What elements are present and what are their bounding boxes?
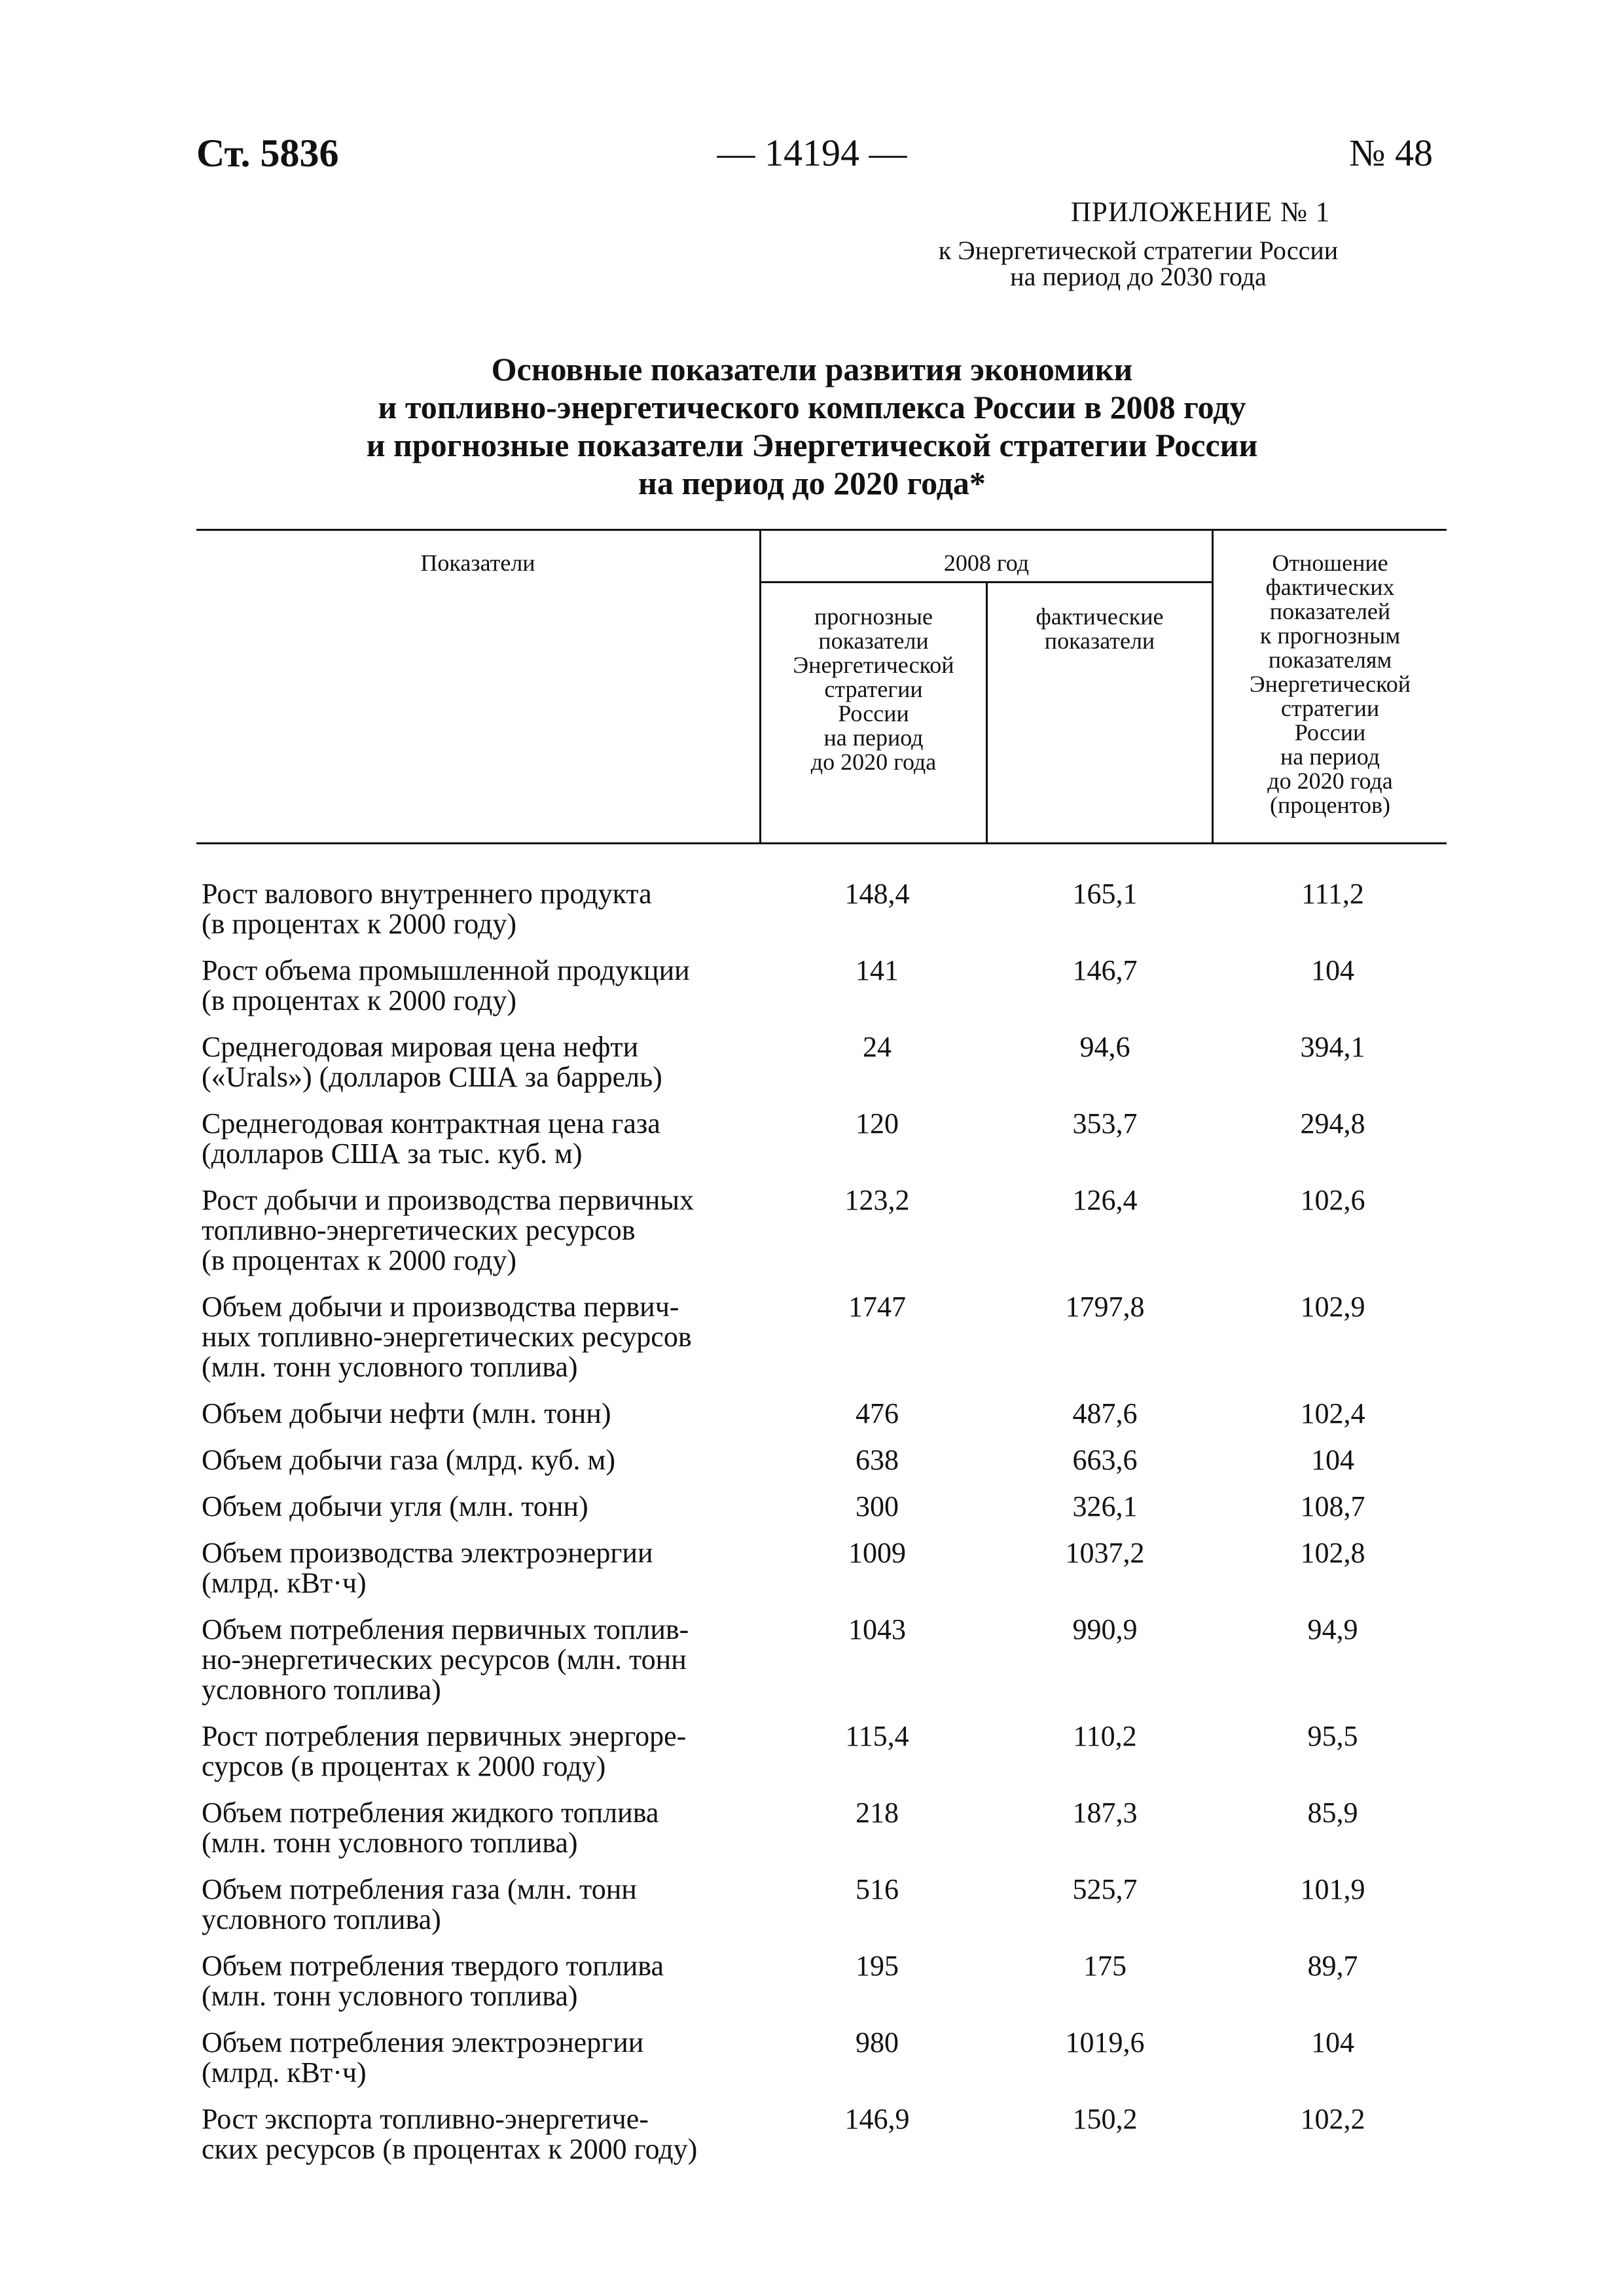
number-label: № 48 (1349, 132, 1433, 174)
actual-value: 150,2 (1072, 2103, 1138, 2135)
row-label: Рост добычи и производства первичных топливно-энергетических ресурсов (в процентах к 2000 году) (202, 1184, 694, 1276)
forecast-value: 141 (856, 954, 899, 986)
row-label: Рост объема промышленной продукции (в процентах к 2000 году) (202, 954, 690, 1016)
row-label: Объем потребления жидкого топлива (млн. тонн условного топлива) (202, 1797, 659, 1859)
row-label: Среднегодовая контрактная цена газа (долларов США за тыс. куб. м) (202, 1107, 660, 1170)
row-label: Рост потребления первичных энергоре- сурсов (в процентах к 2000 году) (202, 1720, 687, 1782)
ratio-value: 111,2 (1301, 878, 1364, 910)
ratio-value: 101,9 (1300, 1873, 1365, 1905)
actual-value: 1019,6 (1065, 2026, 1145, 2058)
actual-value: 353,7 (1072, 1107, 1138, 1139)
ratio-value: 102,4 (1300, 1397, 1365, 1429)
page-header (0, 131, 1624, 183)
ratio-value: 108,7 (1300, 1490, 1365, 1522)
ratio-value: 95,5 (1307, 1720, 1358, 1752)
actual-value: 165,1 (1072, 878, 1138, 910)
ratio-value: 102,2 (1300, 2103, 1365, 2135)
ratio-value: 89,7 (1307, 1950, 1358, 1982)
ratio-value: 104 (1311, 2026, 1354, 2058)
row-label: Среднегодовая мировая цена нефти («Urals») (долларов США за баррель) (202, 1031, 662, 1093)
forecast-value: 300 (856, 1490, 899, 1522)
ratio-value: 104 (1311, 954, 1354, 986)
row-label: Объем производства электроэнергии (млрд. кВт·ч) (202, 1537, 653, 1599)
ratio-value: 85,9 (1307, 1797, 1358, 1829)
row-label: Объем потребления первичных топлив- но-энергетических ресурсов (млн. тонн условного топлива) (202, 1613, 689, 1706)
forecast-value: 24 (863, 1031, 892, 1063)
appendix-title: ПРИЛОЖЕНИЕ № 1 (1070, 197, 1331, 228)
row-label: Объем добычи нефти (млн. тонн) (202, 1397, 611, 1429)
forecast-value: 148,4 (844, 878, 910, 910)
forecast-value: 476 (856, 1397, 899, 1429)
actual-value: 525,7 (1072, 1873, 1138, 1905)
row-label: Объем добычи угля (млн. тонн) (202, 1490, 588, 1522)
row-label: Объем добычи газа (млрд. куб. м) (202, 1444, 616, 1476)
actual-value: 663,6 (1072, 1444, 1138, 1476)
forecast-value: 123,2 (844, 1184, 910, 1216)
ratio-value: 102,8 (1300, 1537, 1365, 1569)
title-line: и прогнозные показатели Энергетической стратегии России (366, 427, 1258, 463)
forecast-value: 218 (856, 1797, 899, 1829)
appendix-line: на период до 2030 года (1010, 262, 1267, 291)
actual-value: 175 (1083, 1950, 1127, 1982)
title-line: и топливно-энергетического комплекса России в 2008 году (378, 389, 1246, 425)
forecast-value: 1747 (848, 1291, 906, 1323)
row-label: Объем потребления твердого топлива (млн. тонн условного топлива) (202, 1950, 664, 2012)
row-label: Объем потребления электроэнергии (млрд. кВт·ч) (202, 2026, 644, 2089)
ratio-value: 394,1 (1300, 1031, 1365, 1063)
row-label: Объем потребления газа (млн. тонн условного топлива) (202, 1873, 637, 1935)
actual-value: 326,1 (1072, 1490, 1138, 1522)
forecast-value: 195 (856, 1950, 899, 1982)
actual-value: 187,3 (1072, 1797, 1138, 1829)
forecast-value: 115,4 (845, 1720, 909, 1752)
forecast-value: 980 (856, 2026, 899, 2058)
row-label: Рост экспорта топливно-энергетиче- ских ресурсов (в процентах к 2000 году) (202, 2103, 698, 2165)
title-line: Основные показатели развития экономики (491, 351, 1133, 387)
ratio-value: 94,9 (1307, 1613, 1358, 1645)
header-ratio: Отношение фактических показателей к прогнозным показателям Энергетической стратегии России на период до 2020 года (процентов) (1249, 550, 1411, 818)
forecast-value: 146,9 (844, 2103, 910, 2135)
ratio-value: 104 (1311, 1444, 1354, 1476)
ratio-value: 102,9 (1300, 1291, 1365, 1323)
header-actual: фактические показатели (1036, 603, 1164, 654)
appendix-line: к Энергетической стратегии России (938, 236, 1339, 265)
ratio-value: 102,6 (1300, 1184, 1365, 1216)
ratio-value: 294,8 (1300, 1107, 1365, 1139)
actual-value: 487,6 (1072, 1397, 1138, 1429)
header-indicators: Показатели (420, 550, 535, 576)
actual-value: 110,2 (1073, 1720, 1137, 1752)
header-year-group: 2008 год (943, 550, 1030, 576)
forecast-value: 1043 (848, 1613, 906, 1645)
appendix-block (844, 197, 1433, 291)
row-label: Объем добычи и производства первич- ных топливно-энергетических ресурсов (млн. тонн условного топлива) (202, 1291, 692, 1383)
title-line: на период до 2020 года* (638, 465, 986, 501)
actual-value: 126,4 (1072, 1184, 1138, 1216)
document-title (0, 350, 1624, 502)
table-top-rule (196, 529, 1447, 531)
actual-value: 94,6 (1079, 1031, 1130, 1063)
page-label: Ст. 5836 (196, 132, 339, 175)
forecast-value: 638 (856, 1444, 899, 1476)
actual-value: 990,9 (1072, 1613, 1138, 1645)
actual-value: 1797,8 (1065, 1291, 1145, 1323)
forecast-value: 1009 (848, 1537, 906, 1569)
issue-number: — 14194 — (717, 132, 907, 174)
forecast-value: 516 (856, 1873, 899, 1905)
forecast-value: 120 (856, 1107, 899, 1139)
table-header-rule (196, 842, 1447, 844)
header-forecast: прогнозные показатели Энергетической стратегии России на период до 2020 года (793, 603, 954, 775)
actual-value: 1037,2 (1065, 1537, 1145, 1569)
actual-value: 146,7 (1072, 954, 1138, 986)
row-label: Рост валового внутреннего продукта (в процентах к 2000 году) (202, 878, 652, 940)
